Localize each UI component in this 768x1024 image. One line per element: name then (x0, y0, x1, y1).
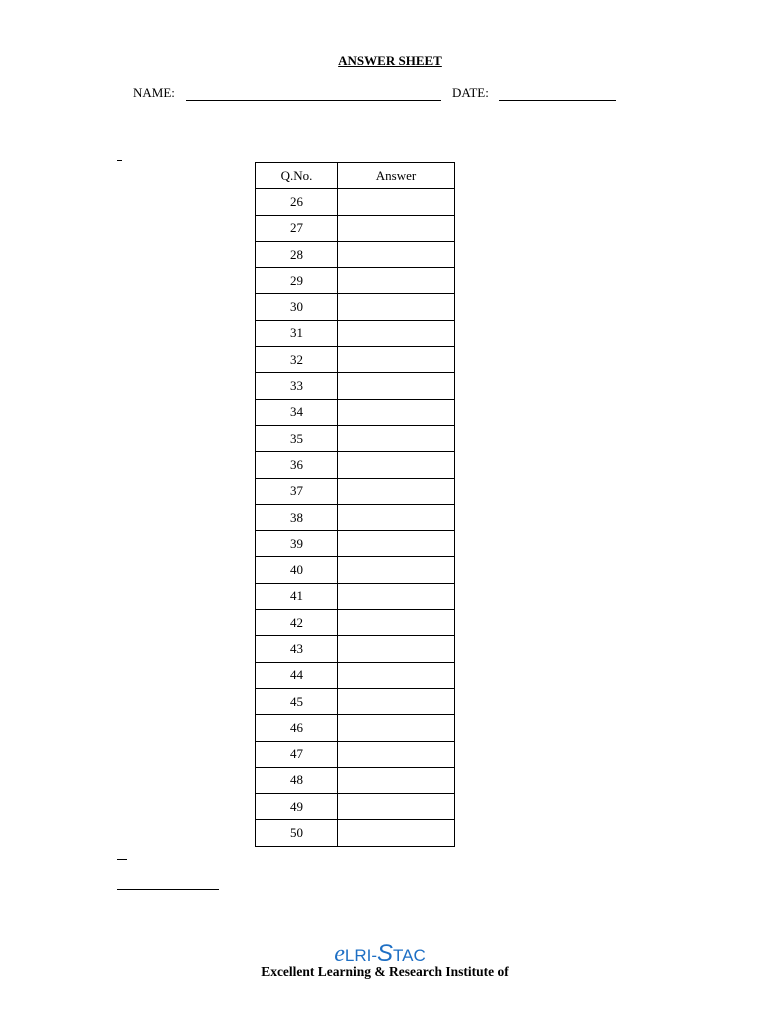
question-number-cell: 37 (256, 478, 338, 504)
footer-institute-name: Excellent Learning & Research Institute of (261, 964, 509, 979)
answer-cell[interactable] (338, 557, 455, 583)
table-row (256, 294, 455, 320)
column-header-answer: Answer (338, 163, 455, 189)
table-row (256, 662, 455, 688)
question-number-cell: 28 (256, 241, 338, 267)
table-row (256, 399, 455, 425)
question-number-cell: 34 (256, 399, 338, 425)
answer-cell[interactable] (338, 767, 455, 793)
table-row (256, 583, 455, 609)
table-row (256, 504, 455, 530)
table-row (256, 715, 455, 741)
question-number-cell: 31 (256, 320, 338, 346)
answer-cell[interactable] (338, 688, 455, 714)
answer-table (255, 162, 455, 847)
answer-cell[interactable] (338, 452, 455, 478)
table-header-row (256, 163, 455, 189)
table-row (256, 636, 455, 662)
table-row (256, 268, 455, 294)
question-number-cell: 26 (256, 189, 338, 215)
answer-cell[interactable] (338, 636, 455, 662)
answer-cell[interactable] (338, 715, 455, 741)
answer-cell[interactable] (338, 399, 455, 425)
question-number-cell: 50 (256, 820, 338, 846)
question-number-cell: 44 (256, 662, 338, 688)
answer-cell[interactable] (338, 610, 455, 636)
table-row (256, 794, 455, 820)
table-row (256, 320, 455, 346)
question-number-cell: 30 (256, 294, 338, 320)
answer-cell[interactable] (338, 531, 455, 557)
table-row (256, 373, 455, 399)
answer-cell[interactable] (338, 478, 455, 504)
question-number-cell: 40 (256, 557, 338, 583)
table-row (256, 531, 455, 557)
answer-cell[interactable] (338, 294, 455, 320)
table-row (256, 820, 455, 846)
table-row (256, 741, 455, 767)
divider-mark (117, 859, 127, 860)
table-row (256, 557, 455, 583)
answer-cell[interactable] (338, 268, 455, 294)
table-body (256, 189, 455, 846)
name-label: NAME: (133, 85, 175, 100)
answer-cell[interactable] (338, 741, 455, 767)
question-number-cell: 43 (256, 636, 338, 662)
answer-cell[interactable] (338, 189, 455, 215)
answer-cell[interactable] (338, 373, 455, 399)
table-row (256, 189, 455, 215)
elri-stac-logo: eLRI-STAC (334, 940, 426, 967)
question-number-cell: 35 (256, 425, 338, 451)
question-number-cell: 47 (256, 741, 338, 767)
answer-cell[interactable] (338, 820, 455, 846)
answer-sheet-title: ANSWER SHEET (338, 53, 442, 68)
table-row (256, 241, 455, 267)
question-number-cell: 46 (256, 715, 338, 741)
question-number-cell: 49 (256, 794, 338, 820)
name-field-line[interactable] (186, 100, 441, 101)
date-label: DATE: (452, 85, 489, 100)
question-number-cell: 42 (256, 610, 338, 636)
divider-mark (117, 160, 122, 161)
table-row (256, 478, 455, 504)
question-number-cell: 48 (256, 767, 338, 793)
question-number-cell: 36 (256, 452, 338, 478)
question-number-cell: 33 (256, 373, 338, 399)
signature-line[interactable] (117, 889, 219, 890)
table-row (256, 215, 455, 241)
column-header-qno: Q.No. (256, 163, 338, 189)
table-row (256, 688, 455, 714)
answer-cell[interactable] (338, 347, 455, 373)
date-field-line[interactable] (499, 100, 616, 101)
answer-cell[interactable] (338, 583, 455, 609)
table-row (256, 452, 455, 478)
table-row (256, 347, 455, 373)
table-row (256, 425, 455, 451)
question-number-cell: 29 (256, 268, 338, 294)
answer-cell[interactable] (338, 320, 455, 346)
question-number-cell: 38 (256, 504, 338, 530)
answer-cell[interactable] (338, 662, 455, 688)
answer-cell[interactable] (338, 794, 455, 820)
question-number-cell: 45 (256, 688, 338, 714)
question-number-cell: 39 (256, 531, 338, 557)
answer-cell[interactable] (338, 504, 455, 530)
question-number-cell: 32 (256, 347, 338, 373)
question-number-cell: 41 (256, 583, 338, 609)
table-row (256, 767, 455, 793)
table-row (256, 610, 455, 636)
answer-cell[interactable] (338, 425, 455, 451)
answer-cell[interactable] (338, 215, 455, 241)
question-number-cell: 27 (256, 215, 338, 241)
answer-cell[interactable] (338, 241, 455, 267)
